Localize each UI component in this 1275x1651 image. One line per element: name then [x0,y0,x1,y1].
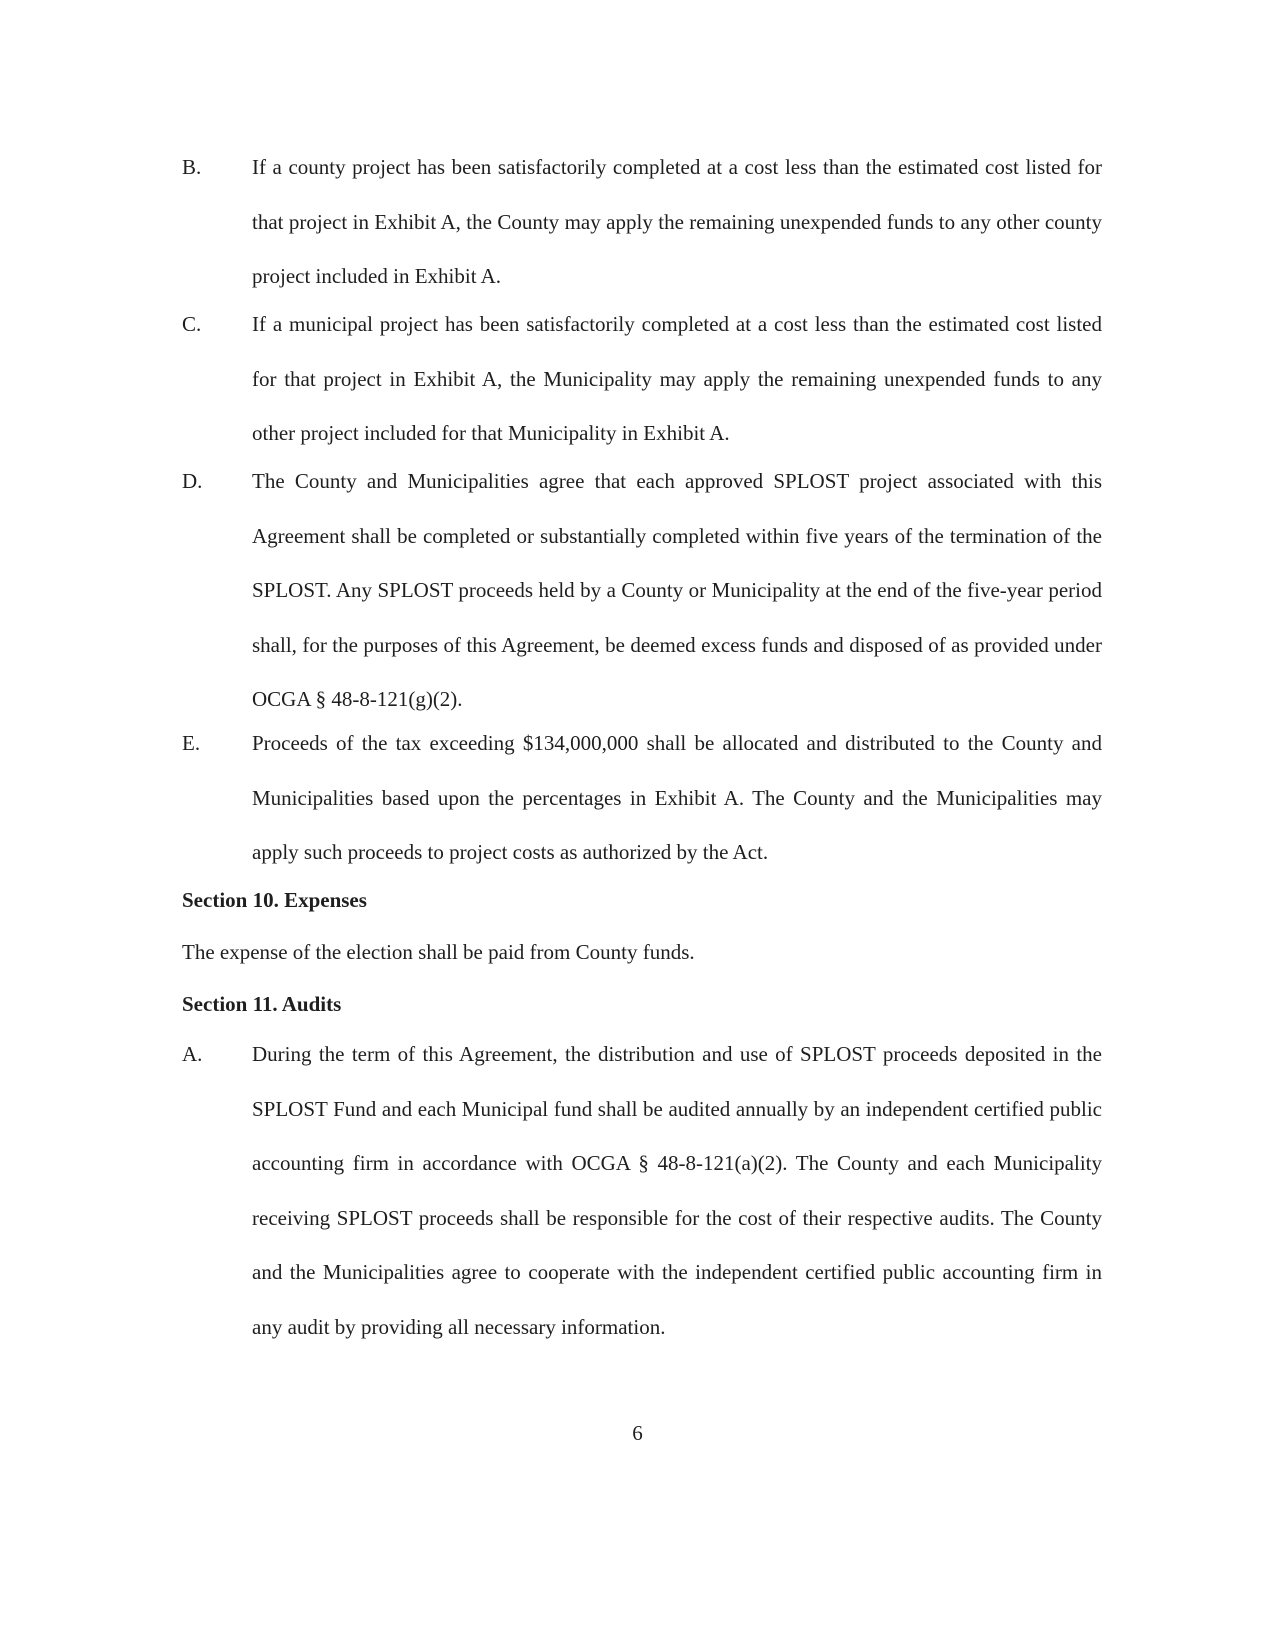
page-number: 6 [632,1421,643,1445]
item-letter: A. [182,1042,203,1066]
list-item-a [182,1027,1102,1354]
item-text: If a municipal project has been satisfactorily completed at a cost less than the estimated cost listed for that project in Exhibit A, the Municipality may apply the remaining unexpended funds to any other project included for that Municipality in Exhibit A. [252,312,1102,445]
item-text: Proceeds of the tax exceeding $134,000,000 shall be allocated and distributed to the County and Municipalities based upon the percentages in Exhibit A. The County and the Municipalities may apply such proceeds to project costs as authorized by the Act. [252,731,1102,864]
section-10-text: The expense of the election shall be paid from County funds. [182,940,695,964]
item-text: If a county project has been satisfactorily completed at a cost less than the estimated cost listed for that project in Exhibit A, the County may apply the remaining unexpended funds to any other county project included in Exhibit A. [252,155,1102,288]
item-letter: E. [182,731,201,755]
list-item-d [182,454,1102,727]
item-text: During the term of this Agreement, the distribution and use of SPLOST proceeds deposited in the SPLOST Fund and each Municipal fund shall be audited annually by an independent certified public accounting firm in accordance with OCGA § 48-8-121(a)(2). The County and each Municipality receiving SPLOST proceeds shall be responsible for the cost of their respective audits. The County and the Municipalities agree to cooperate with the independent certified public accounting firm in any audit by providing all necessary information. [252,1042,1102,1339]
item-text: The County and Municipalities agree that each approved SPLOST project associated with this Agreement shall be completed or substantially completed within five years of the termination of the SPLOST. Any SPLOST proceeds held by a County or Municipality at the end of the five-year period shall, for the purposes of this Agreement, be deemed excess funds and disposed of as provided under OCGA § 48-8-121(g)(2). [252,469,1102,711]
item-letter: D. [182,469,203,493]
item-letter: B. [182,155,202,179]
list-item-b [182,140,1102,304]
list-item-e [182,716,1102,880]
item-letter: C. [182,312,202,336]
list-item-c [182,297,1102,461]
section-10-heading: Section 10. Expenses [182,888,367,912]
section-11-heading: Section 11. Audits [182,992,342,1016]
